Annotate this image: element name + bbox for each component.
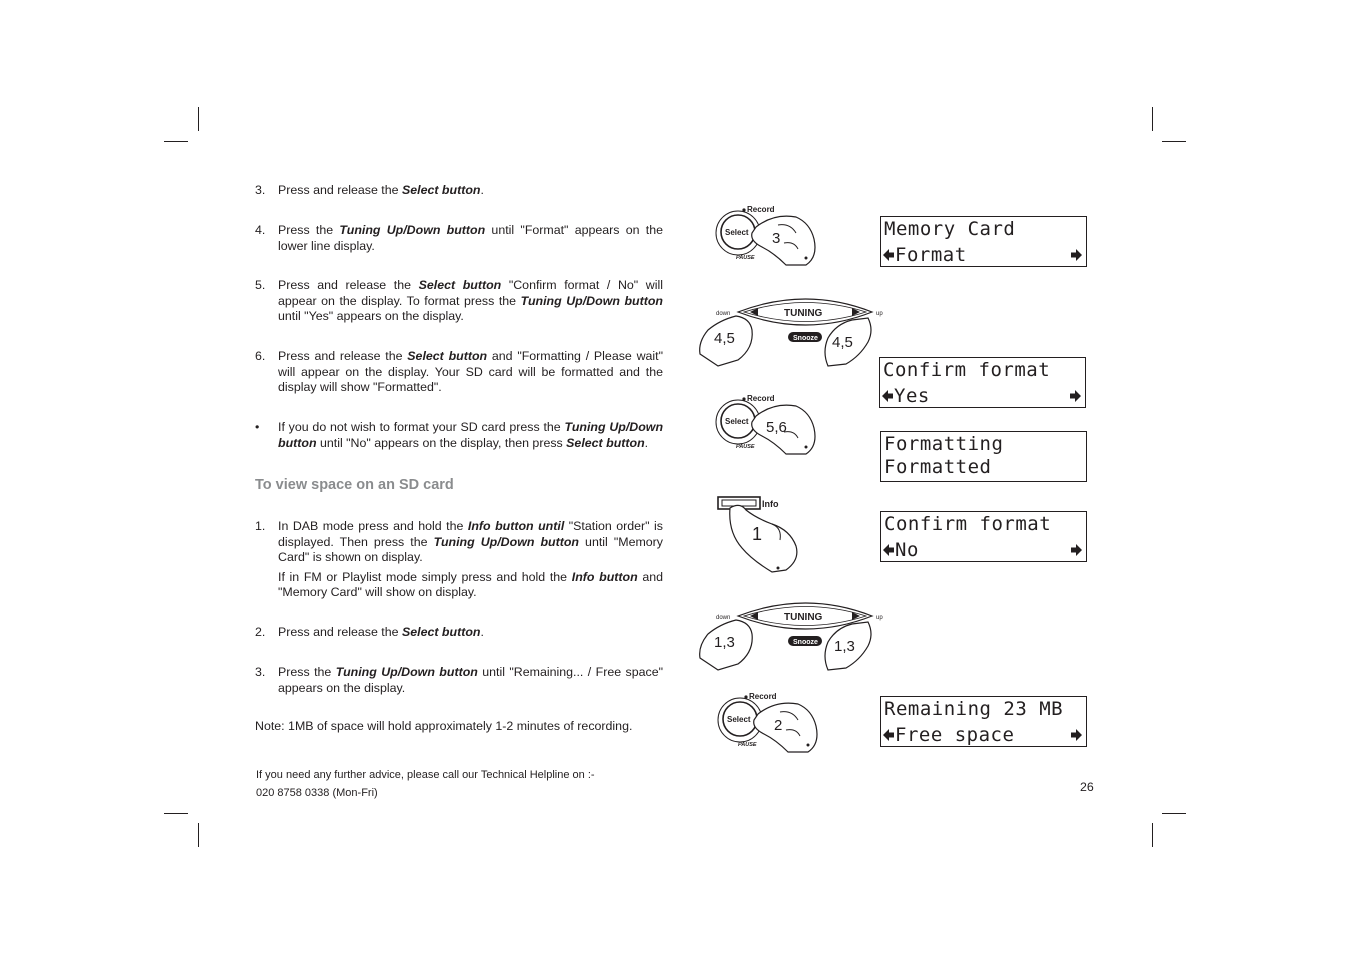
step-text: If in FM or Playlist mode simply press and hold the Info button and "Memory Card" will show on display. <box>278 569 663 600</box>
lcd-display <box>879 357 1086 408</box>
step-text: In DAB mode press and hold the Info button until "Station order" is displayed. Then press the Tuning Up/Down button until "Memory Card" is shown on display. <box>278 519 663 565</box>
crop-mark <box>198 823 199 847</box>
scroll-right-icon <box>1071 728 1082 742</box>
emphasis-text: Info button until <box>467 519 565 533</box>
step-number: 3. <box>255 183 266 197</box>
step-number: 4. <box>255 223 266 237</box>
tuning-label: TUNING <box>784 612 823 623</box>
bullet: • <box>255 420 260 434</box>
info-label: Info <box>762 499 779 509</box>
scroll-right-icon <box>1071 543 1082 557</box>
emphasis-text: Select button <box>401 183 481 197</box>
lcd-display <box>880 431 1087 482</box>
up-label: up <box>876 311 883 317</box>
emphasis-text: Info button <box>571 569 638 584</box>
step-number: 5. <box>255 278 266 292</box>
record-label: Record <box>747 205 775 214</box>
down-label: down <box>716 615 731 621</box>
crop-mark <box>198 107 199 131</box>
select-button-figure <box>716 690 826 756</box>
down-label: down <box>716 311 731 317</box>
select-label: Select <box>727 715 751 724</box>
lcd-line-1: Confirm format <box>883 359 1051 381</box>
brand-label: PAUSE <box>736 255 755 261</box>
lcd-line-1: Memory Card <box>884 218 1016 240</box>
step-text: Press and release the Select button "Confirm format / No" will appear on the display. To format press the Tuning Up/Down button until "Yes" appears on the display. <box>278 278 663 324</box>
emphasis-text: Select button <box>418 278 502 292</box>
emphasis-text: Tuning Up/Down button <box>433 534 579 549</box>
step-callout: 1 <box>752 524 763 544</box>
step-text: Press and release the Select button. <box>278 625 484 639</box>
lcd-line-1: Remaining 23 MB <box>884 698 1064 720</box>
instruction-step <box>255 349 663 396</box>
step-callout-left: 1,3 <box>714 634 735 651</box>
step-callout-right: 1,3 <box>834 638 855 655</box>
select-label: Select <box>725 228 749 237</box>
lcd-line-2: Format <box>895 244 967 266</box>
snooze-label: Snooze <box>793 335 818 342</box>
step-callout: 3 <box>772 230 781 247</box>
step-callout: 5,6 <box>766 419 787 436</box>
instruction-step <box>255 223 663 254</box>
instruction-step <box>255 278 663 325</box>
up-label: up <box>876 615 883 621</box>
step-number: 2. <box>255 625 266 639</box>
helpline-number: 020 8758 0338 (Mon-Fri) <box>256 787 378 799</box>
step-callout-left: 4,5 <box>714 330 735 347</box>
page-number: 26 <box>1080 780 1094 794</box>
scroll-right-icon <box>1071 248 1082 262</box>
step-callout: 2 <box>774 717 783 734</box>
lcd-display <box>880 696 1087 747</box>
finger-icon <box>730 505 797 572</box>
helpline-text: If you need any further advice, please call our Technical Helpline on :- <box>256 769 595 781</box>
tuning-label: TUNING <box>784 308 823 319</box>
scroll-left-icon <box>882 389 893 403</box>
step-text: Press and release the Select button and "Formatting / Please wait" will appear on the display. Your SD card will be formatted and the display will show "Formatted". <box>278 349 664 395</box>
view-step <box>255 665 663 696</box>
step-text: If you do not wish to format your SD card press the Tuning Up/Down button until "No" appears on the display, then press Select button. <box>278 420 664 450</box>
crop-mark <box>1152 107 1153 131</box>
crop-mark <box>164 813 188 814</box>
lcd-line-2: Yes <box>894 385 930 407</box>
select-button-figure <box>714 392 824 458</box>
scroll-left-icon <box>883 248 894 262</box>
note: Note: 1MB of space will hold approximately 1-2 minutes of recording. <box>255 719 633 733</box>
step-number: 3. <box>255 665 266 679</box>
step-text: Press the Tuning Up/Down button until "Remaining... / Free space" appears on the display. <box>278 665 663 695</box>
crop-mark <box>1162 813 1186 814</box>
crop-mark <box>164 141 188 142</box>
instruction-step <box>255 183 663 199</box>
scroll-left-icon <box>883 728 894 742</box>
lcd-display <box>880 511 1087 562</box>
scroll-left-icon <box>883 543 894 557</box>
emphasis-text: Select button <box>407 349 488 363</box>
lcd-display <box>880 216 1087 267</box>
record-label: Record <box>747 394 775 403</box>
emphasis-text: Select button <box>566 435 645 450</box>
step-callout-right: 4,5 <box>832 334 853 351</box>
emphasis-text: Tuning Up/Down button <box>335 665 478 679</box>
info-button-figure <box>716 494 806 574</box>
emphasis-text: Select button <box>401 625 481 639</box>
record-label: Record <box>749 692 777 701</box>
lcd-line-1: Formatting <box>884 433 1004 455</box>
snooze-label: Snooze <box>793 639 818 646</box>
emphasis-text: Tuning Up/Down button <box>339 223 486 237</box>
tuning-button-figure <box>696 290 891 370</box>
crop-mark <box>1162 141 1186 142</box>
lcd-line-2: No <box>895 539 919 561</box>
step-number: 1. <box>255 519 266 533</box>
crop-mark <box>1152 823 1153 847</box>
emphasis-text: Tuning Up/Down button <box>520 293 663 308</box>
step-text: Press the Tuning Up/Down button until "Format" appears on the lower line display. <box>278 223 663 253</box>
brand-label: PAUSE <box>736 444 755 450</box>
step-text: Press and release the Select button. <box>278 183 484 197</box>
select-label: Select <box>725 417 749 426</box>
view-step <box>255 519 663 601</box>
select-button-figure <box>714 203 824 269</box>
lcd-line-1: Confirm format <box>884 513 1052 535</box>
brand-label: PAUSE <box>738 742 757 748</box>
view-step <box>255 625 663 641</box>
lcd-line-2: Formatted <box>884 456 992 478</box>
section-heading: To view space on an SD card <box>255 477 454 493</box>
step-number: 6. <box>255 349 266 363</box>
tuning-button-figure <box>696 594 891 674</box>
scroll-right-icon <box>1070 389 1081 403</box>
lcd-line-2: Free space <box>895 724 1015 746</box>
emphasis-text: Tuning Up/Down button <box>278 420 664 450</box>
instruction-bullet <box>255 420 663 451</box>
